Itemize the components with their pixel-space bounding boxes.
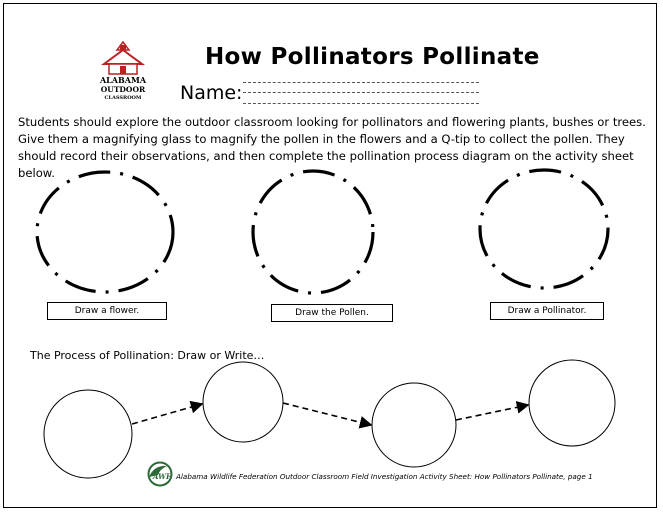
flower-drawing-circle: [37, 172, 173, 292]
page-title: How Pollinators Pollinate: [205, 44, 540, 70]
pollen-drawing-circle: [253, 171, 373, 293]
footer-text: Alabama Wildlife Federation Outdoor Classroom Field Investigation Activity Sheet: How Pollinators Pollinate, page 1: [176, 472, 593, 481]
process-step-circle-3: [372, 383, 456, 467]
process-arrow-2: [283, 403, 371, 425]
name-label: Name:: [180, 82, 243, 104]
caption-pollen: Draw the Pollen.: [271, 304, 393, 322]
awf-logo-text: AWF: [153, 472, 171, 481]
logo-line-1: ALABAMA: [99, 75, 147, 85]
process-step-circle-2: [203, 362, 283, 442]
process-step-circle-4: [529, 360, 615, 446]
pollinator-drawing-circle: [480, 170, 608, 288]
process-arrow-1: [132, 404, 202, 424]
intro-paragraph: Students should explore the outdoor classroom looking for pollinators and flowering plants, bushes or trees. Give them a magnifying glass to magnify the pollen in the flowers and a Q-tip to collect the pollen. They should record their observations, and then complete the pollination process diagram on the activity sheet below.: [18, 115, 646, 180]
process-step-circle-1: [44, 390, 132, 478]
logo-line-3: CLASSROOM: [104, 95, 142, 101]
caption-pollinator: Draw a Pollinator.: [490, 302, 604, 320]
process-heading: The Process of Pollination: Draw or Write…: [30, 349, 265, 362]
awf-logo-icon: [145, 461, 175, 487]
caption-flower: Draw a flower.: [47, 302, 167, 320]
logo-line-2: OUTDOOR: [100, 85, 146, 94]
process-arrow-3: [456, 405, 528, 420]
